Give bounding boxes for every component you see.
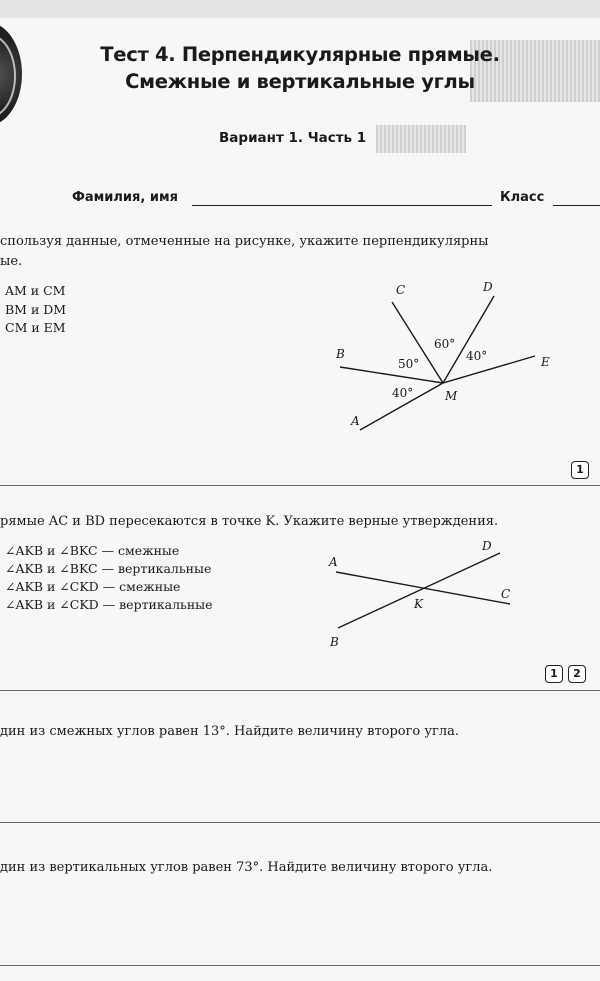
q2-point-b: B [330, 635, 339, 649]
q2-option-2[interactable]: ∠AKB и ∠BKC — вертикальные [5, 561, 212, 576]
q2-score-badge-2: 2 [568, 665, 586, 683]
q2-text: рямые AC и BD пересекаются в точке K. Укажите верные утверждения. [0, 514, 499, 529]
q3-text: дин из смежных углов равен 13°. Найдите величину второго угла. [0, 724, 459, 739]
q1-angle-amb: 40° [392, 386, 414, 400]
q2-point-d: D [482, 539, 492, 553]
name-label: Фамилия, имя [72, 190, 178, 205]
page-title-line2: Смежные и вертикальные углы [125, 70, 475, 93]
q2-option-3[interactable]: ∠AKB и ∠CKD — смежные [5, 579, 181, 594]
q2-point-c: C [501, 587, 511, 601]
q1-angle-bmc: 50° [398, 357, 420, 371]
page-title-line1: Тест 4. Перпендикулярные прямые. [100, 43, 500, 66]
divider-3 [0, 822, 600, 823]
q1-point-c: C [396, 283, 406, 297]
q2-line-bd [338, 553, 500, 628]
q1-option-2[interactable]: BM и DM [5, 302, 67, 317]
q2-option-4[interactable]: ∠AKB и ∠CKD — вертикальные [5, 597, 213, 612]
q1-text-line1: спользуя данные, отмеченные на рисунке, укажите перпендикулярны [0, 234, 489, 249]
divider-4 [0, 965, 600, 966]
q1-angle-dme: 40° [466, 349, 488, 363]
q1-point-a: A [351, 414, 360, 428]
q1-text-line2: ые. [0, 254, 23, 269]
q1-score-badge-1: 1 [571, 461, 589, 479]
q4-text: дин из вертикальных углов равен 73°. Найдите величину второго угла. [0, 860, 493, 875]
q2-score-badge-1: 1 [545, 665, 563, 683]
q2-point-a: A [329, 555, 338, 569]
q1-point-b: B [336, 347, 345, 361]
q1-point-e: E [541, 355, 550, 369]
divider-2 [0, 690, 600, 691]
q1-option-3[interactable]: CM и EM [5, 320, 66, 335]
q1-angle-cmd: 60° [434, 337, 456, 351]
variant-label: Вариант 1. Часть 1 [219, 130, 367, 146]
q1-option-1[interactable]: AM и CM [5, 283, 66, 298]
q2-point-k: K [414, 597, 423, 611]
q2-option-1[interactable]: ∠AKB и ∠BKC — смежные [5, 543, 180, 558]
q1-point-m: M [445, 389, 458, 403]
q1-point-d: D [483, 280, 493, 294]
class-label: Класс [500, 190, 545, 205]
